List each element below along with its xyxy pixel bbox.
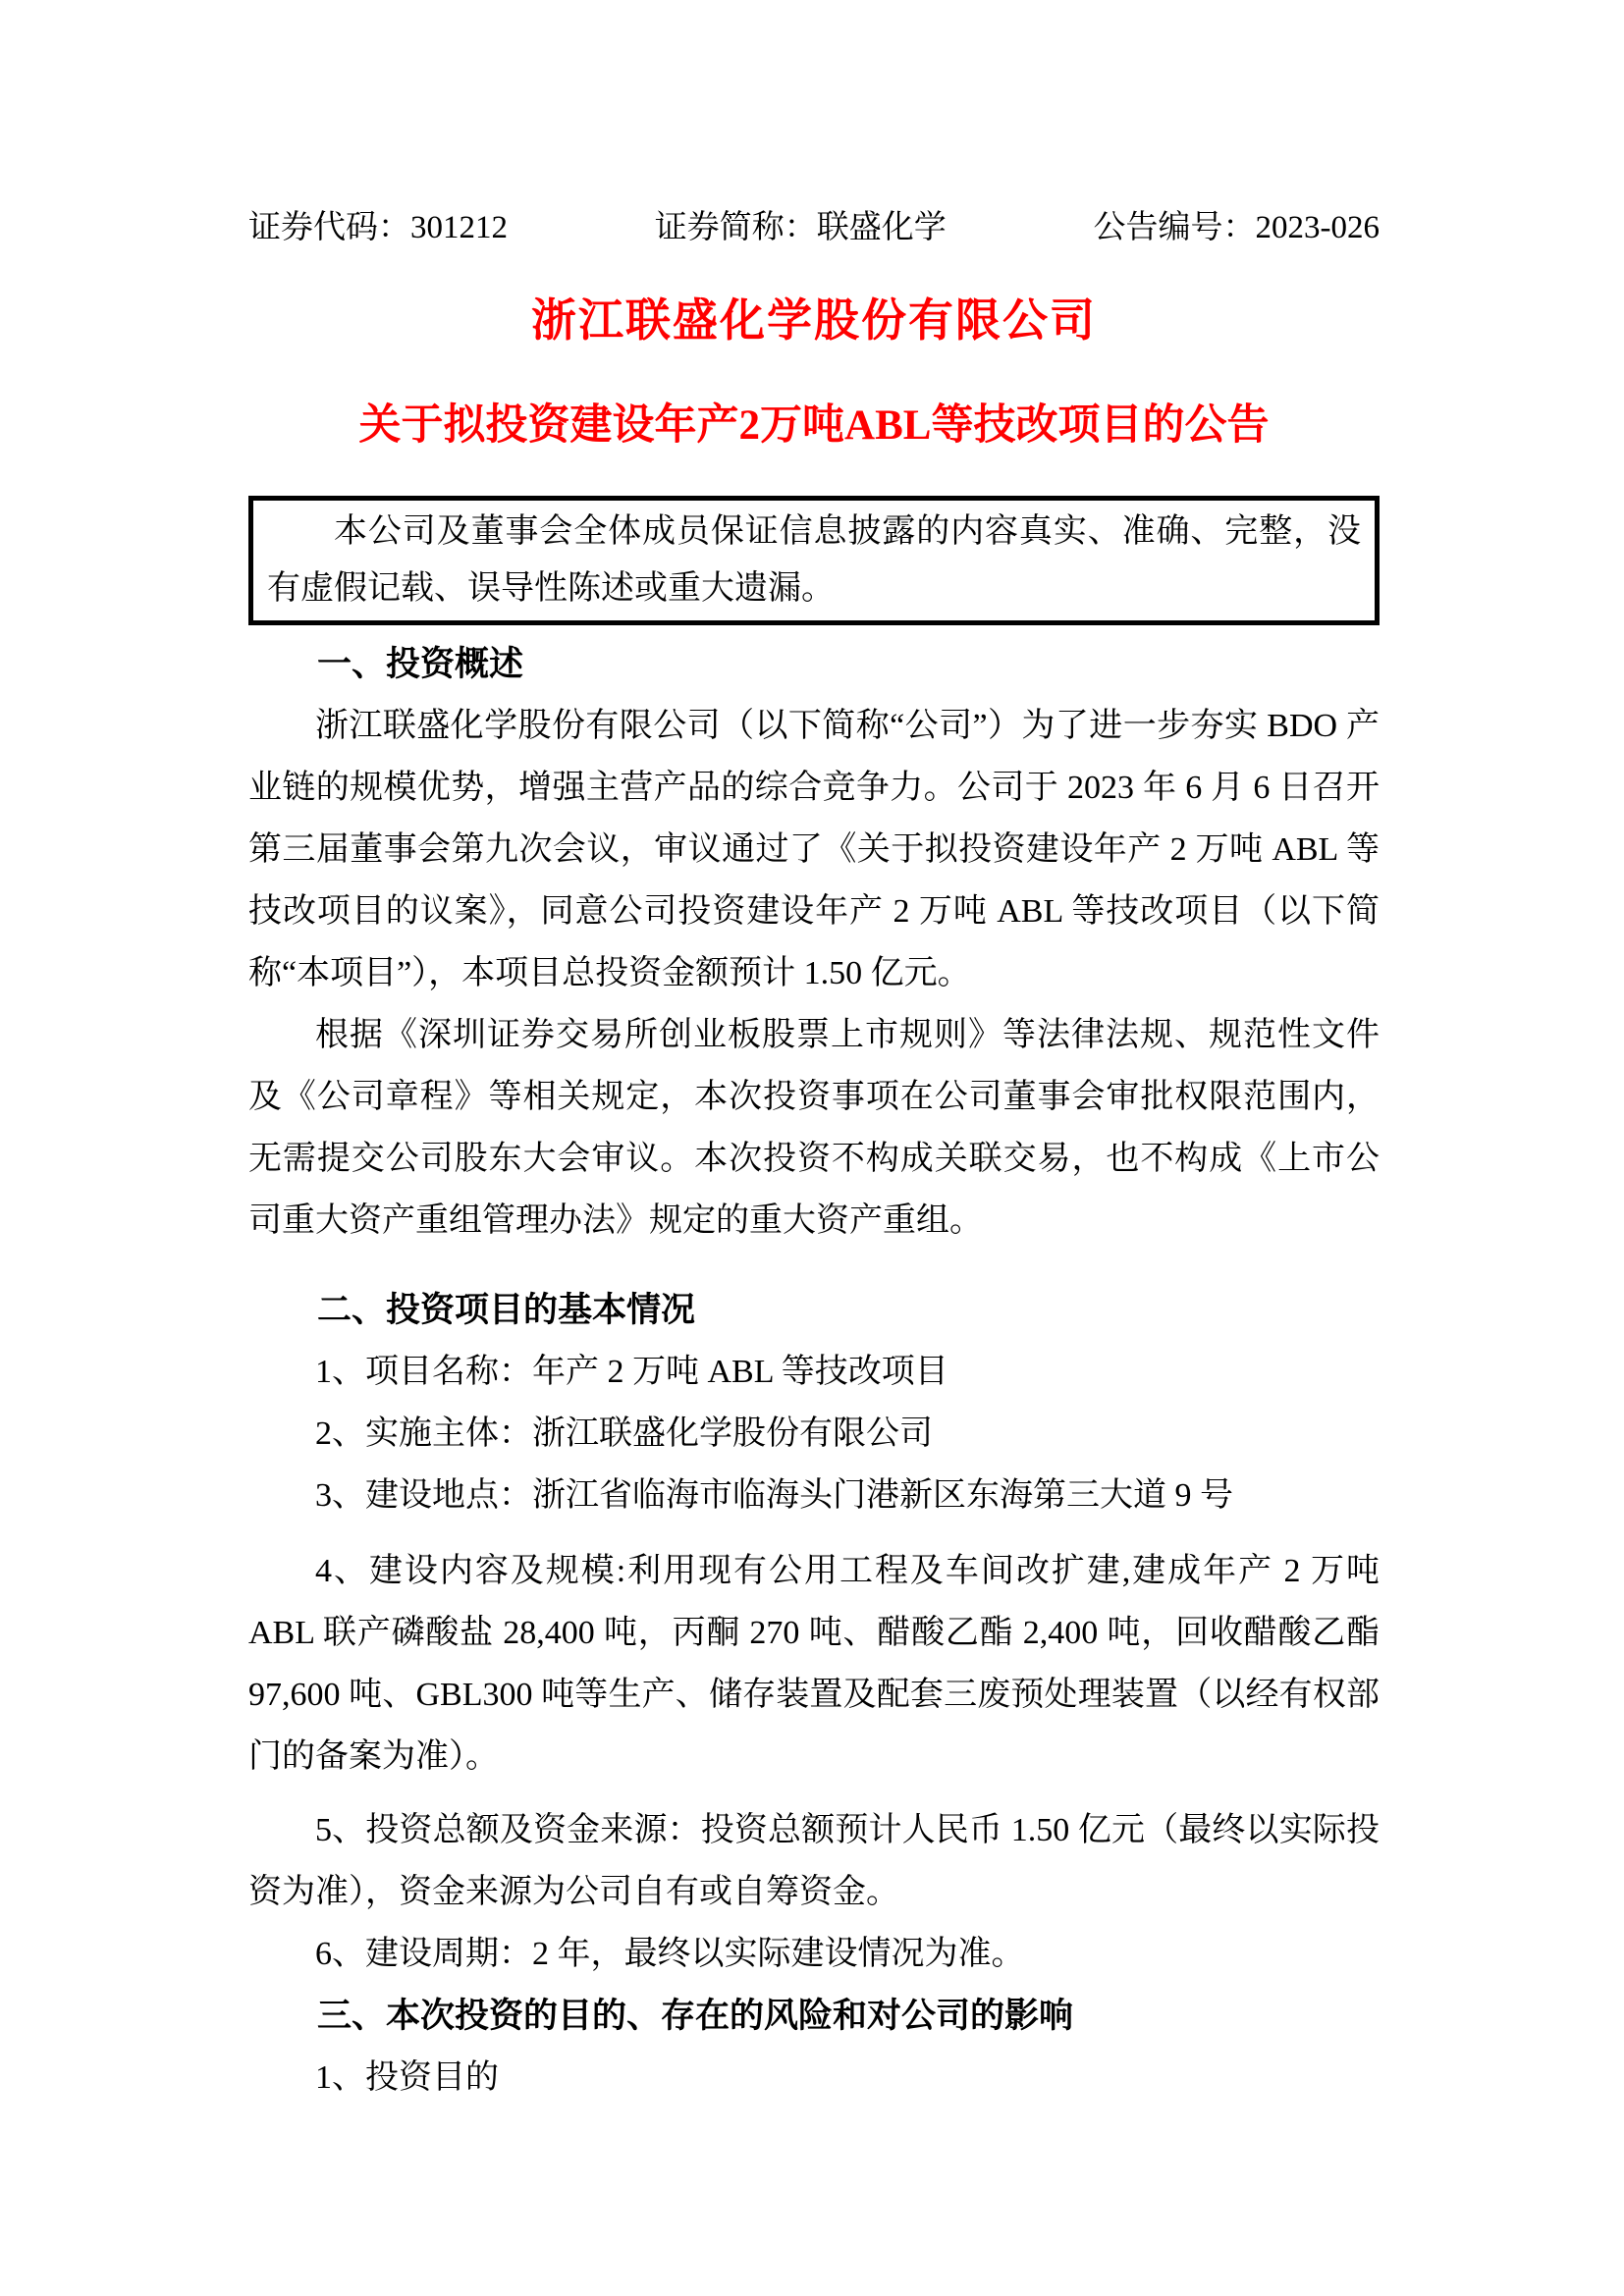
stock-code: 证券代码：301212 bbox=[248, 210, 508, 245]
section-3-heading: 三、本次投资的目的、存在的风险和对公司的影响 bbox=[317, 1997, 1074, 2035]
announcement-number: 公告编号：2023-026 bbox=[1093, 210, 1380, 245]
section-2-item-5: 5、投资总额及资金来源：投资总额预计人民币 1.50 亿元（最终以实际投资为准），资金来源为公司自有或自筹资金。 bbox=[248, 1812, 1380, 1910]
section-2-item-6: 6、建设周期：2 年，最终以实际建设情况为准。 bbox=[315, 1936, 1025, 1972]
section-1-paragraph-1: 浙江联盛化学股份有限公司（以下简称“公司”）为了进一步夯实 BDO 产业链的规模优势，增强主营产品的综合竞争力。公司于 2023 年 6 月 6 日召开第三届董事会第九次会议，审议通过了《关于拟投资建设年产 2 万吨 ABL 等技改项目的议案》，同意公司投资建设年产 2 万吨 ABL 等技改项目（以下简称“本项目”），本项目总投资金额预计 1.50 亿元。 bbox=[248, 708, 1380, 991]
section-1-heading: 一、投资概述 bbox=[317, 645, 524, 683]
disclaimer-box bbox=[248, 496, 1380, 625]
section-2-item-4: 4、建设内容及规模:利用现有公用工程及车间改扩建,建成年产 2 万吨 ABL 联产磷酸盐 28,400 吨，丙酮 270 吨、醋酸乙酯 2,400 吨，回收醋酸乙酯 97,600 吨、GBL300 吨等生产、储存装置及配套三废预处理装置（以经有权部门的备案为准）。 bbox=[248, 1553, 1380, 1775]
disclaimer-text: 本公司及董事会全体成员保证信息披露的内容真实、准确、完整，没有虚假记载、误导性陈述或重大遗漏。 bbox=[267, 513, 1361, 607]
security-info-header bbox=[248, 210, 1380, 245]
stock-short-name: 证券简称：联盛化学 bbox=[654, 210, 947, 245]
section-1-paragraph-2: 根据《深圳证券交易所创业板股票上市规则》等法律法规、规范性文件及《公司章程》等相关规定，本次投资事项在公司董事会审批权限范围内，无需提交公司股东大会审议。本次投资不构成关联交易，也不构成《上市公司重大资产重组管理办法》规定的重大资产重组。 bbox=[248, 1017, 1380, 1239]
section-2-heading: 二、投资项目的基本情况 bbox=[317, 1291, 696, 1329]
section-2-item-3: 3、建设地点：浙江省临海市临海头门港新区东海第三大道 9 号 bbox=[315, 1477, 1233, 1514]
company-title: 浙江联盛化学股份有限公司 bbox=[531, 295, 1097, 346]
section-2-item-2: 2、实施主体：浙江联盛化学股份有限公司 bbox=[315, 1415, 933, 1452]
section-3-item-1: 1、投资目的 bbox=[315, 2059, 499, 2096]
section-2-item-1: 1、项目名称：年产 2 万吨 ABL 等技改项目 bbox=[315, 1354, 948, 1390]
announcement-title: 关于拟投资建设年产2万吨ABL等技改项目的公告 bbox=[358, 402, 1270, 449]
